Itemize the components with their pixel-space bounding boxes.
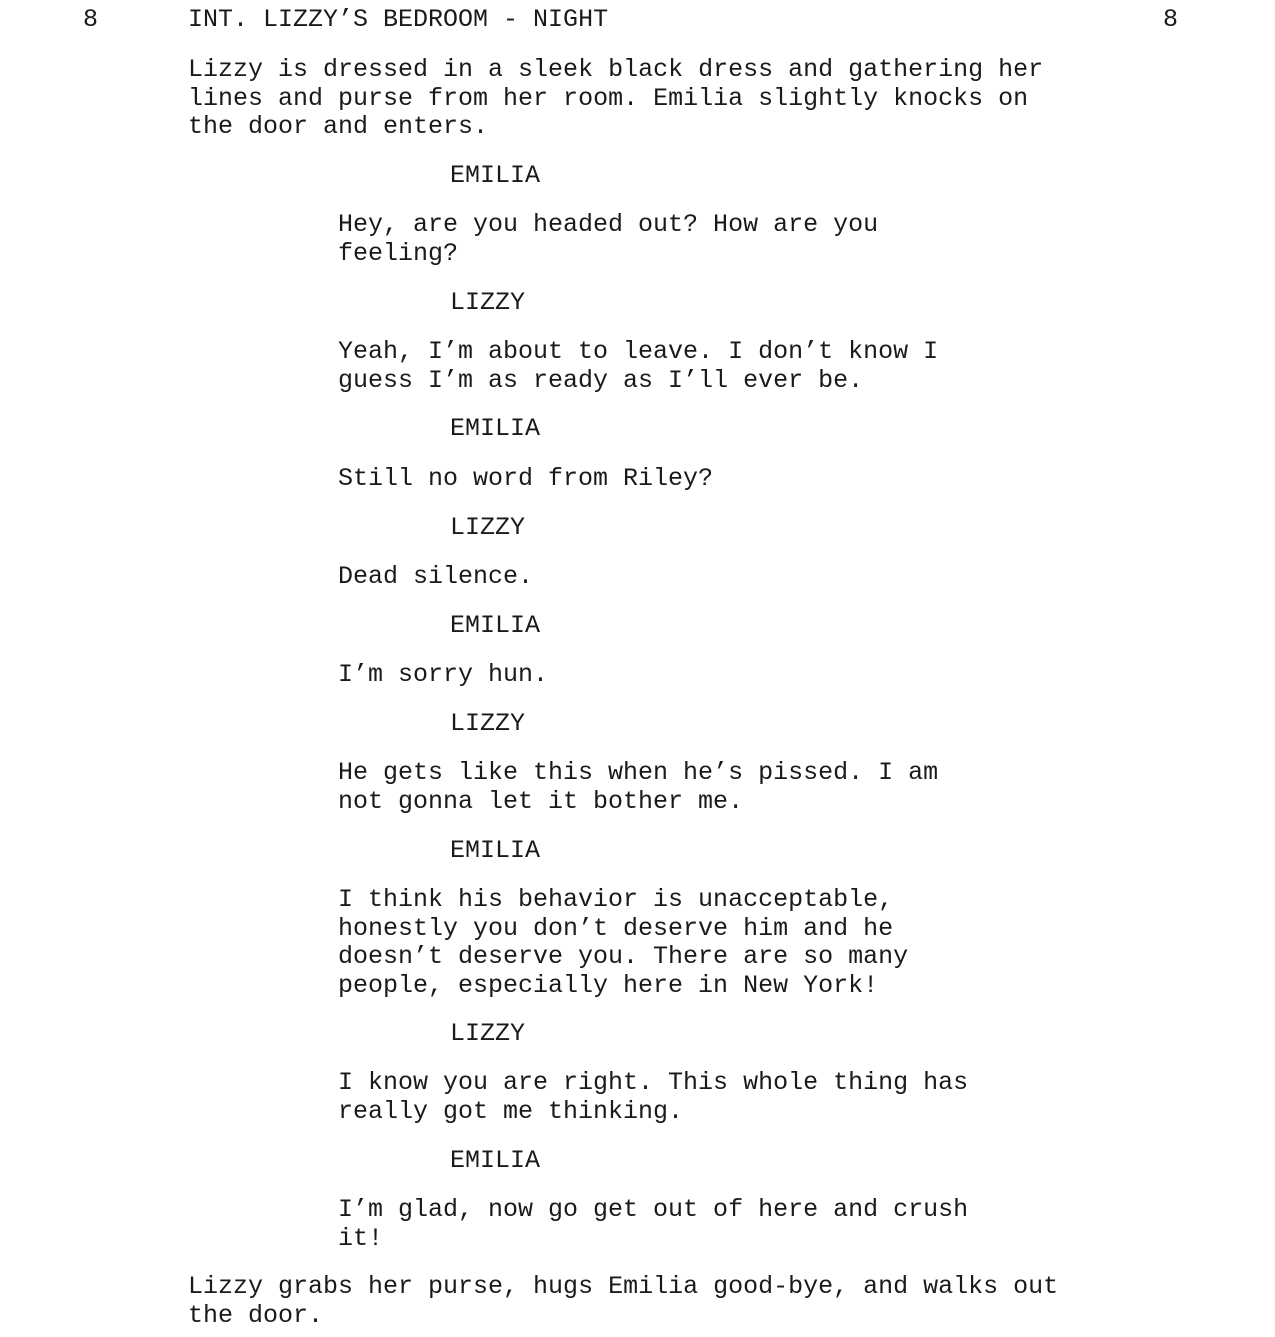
character-name: EMILIA xyxy=(450,161,541,190)
dialogue-line: I’m glad, now go get out of here and crush it! xyxy=(338,1195,969,1253)
dialogue-line: Hey, are you headed out? How are you feeling? xyxy=(338,210,879,268)
character-name: LIZZY xyxy=(450,513,526,542)
character-name: EMILIA xyxy=(450,836,541,865)
character-name: EMILIA xyxy=(450,611,541,640)
dialogue-line: Yeah, I’m about to leave. I don’t know I guess I’m as ready as I’ll ever be. xyxy=(338,337,939,395)
dialogue-line: I’m sorry hun. xyxy=(338,660,549,689)
character-name: EMILIA xyxy=(450,1146,541,1175)
character-name: LIZZY xyxy=(450,288,526,317)
dialogue-line: Still no word from Riley? xyxy=(338,464,714,493)
dialogue-line: Dead silence. xyxy=(338,562,534,591)
character-name: LIZZY xyxy=(450,1019,526,1048)
dialogue-line: I think his behavior is unacceptable, honestly you don’t deserve him and he doesn’t deserve you. There are so many people, especially here in New York! xyxy=(338,885,909,1000)
character-name: LIZZY xyxy=(450,709,526,738)
dialogue-line: He gets like this when he’s pissed. I am not gonna let it bother me. xyxy=(338,758,939,816)
dialogue-line: I know you are right. This whole thing has really got me thinking. xyxy=(338,1068,969,1126)
action-line: Lizzy grabs her purse, hugs Emilia good-bye, and walks out the door. xyxy=(188,1272,1059,1330)
scene-number-left: 8 xyxy=(83,5,99,34)
character-name: EMILIA xyxy=(450,414,541,443)
scene-heading: INT. LIZZY’S BEDROOM - NIGHT xyxy=(188,5,609,34)
action-line: Lizzy is dressed in a sleek black dress and gathering her lines and purse from her room. Emilia slightly knocks on the door and enters. xyxy=(188,55,1044,142)
scene-number-right: 8 xyxy=(1163,5,1179,34)
